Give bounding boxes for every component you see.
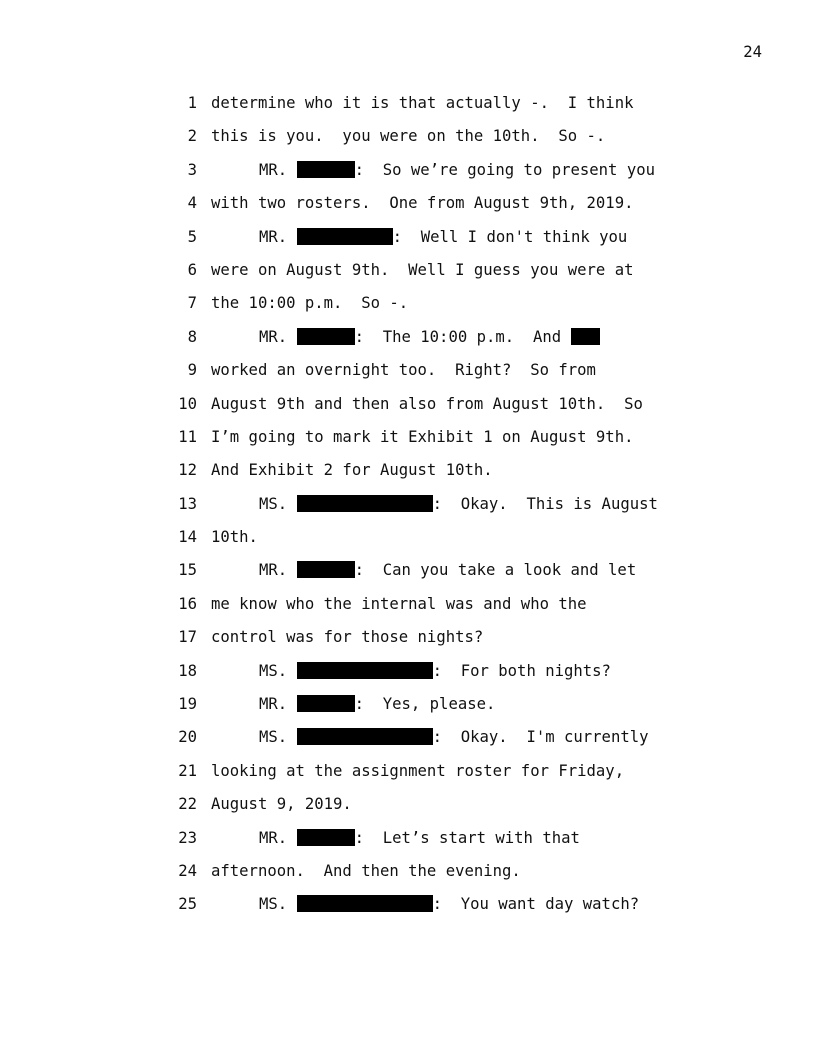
line-number: 24 (178, 861, 197, 880)
redaction-box (297, 561, 355, 578)
transcript-line (0, 358, 816, 391)
line-text: August 9, 2019. (211, 795, 352, 814)
transcript-line (0, 191, 816, 224)
line-number: 9 (187, 361, 197, 380)
speech-text: : Okay. This is August (432, 494, 658, 513)
line-number: 7 (187, 294, 197, 313)
line-text: afternoon. And then the evening. (211, 861, 521, 880)
transcript-line (0, 492, 816, 525)
transcript-line (0, 91, 816, 124)
line-text: looking at the assignment roster for Friday, (211, 761, 625, 780)
line-number: 23 (178, 828, 197, 847)
line-number: 8 (187, 327, 197, 346)
line-number: 20 (178, 728, 197, 747)
line-number: 11 (178, 427, 197, 446)
line-number: 17 (178, 628, 197, 647)
line-text: with two rosters. One from August 9th, 2019. (211, 194, 634, 213)
transcript-line (0, 892, 816, 925)
transcript-line (0, 592, 816, 625)
transcript-line (0, 859, 816, 892)
speaker-title: MR. (259, 561, 288, 580)
line-number: 13 (178, 494, 197, 513)
line-number: 25 (178, 895, 197, 914)
line-text: August 9th and then also from August 10th. So (211, 394, 643, 413)
line-number: 4 (187, 194, 197, 213)
speech-text: : So we’re going to present you (354, 160, 655, 179)
line-number: 19 (178, 695, 197, 714)
speaker-title: MS. (259, 661, 288, 680)
transcript-line (0, 158, 816, 191)
line-text: I’m going to mark it Exhibit 1 on August 9th. (211, 427, 634, 446)
line-text: worked an overnight too. Right? So from (211, 361, 596, 380)
transcript-line (0, 124, 816, 157)
transcript-line (0, 725, 816, 758)
line-number: 21 (178, 761, 197, 780)
transcript-line (0, 425, 816, 458)
speech-text: : Can you take a look and let (354, 561, 637, 580)
redaction-box (297, 728, 433, 745)
speaker-title: MR. (259, 695, 288, 714)
redaction-box (297, 895, 433, 912)
line-text: were on August 9th. Well I guess you were at (211, 260, 634, 279)
line-text: this is you. you were on the 10th. So -. (211, 127, 606, 146)
line-number: 1 (187, 94, 197, 112)
transcript-line (0, 392, 816, 425)
redaction-box (297, 328, 355, 345)
speech-text: : Well I don't think you (392, 227, 628, 246)
speaker-line (259, 692, 495, 717)
line-text: the 10:00 p.m. So -. (211, 294, 409, 313)
line-number: 16 (178, 594, 197, 613)
speaker-line (259, 225, 627, 250)
speaker-line (259, 325, 600, 350)
speech-text: : Yes, please. (354, 695, 496, 714)
line-number: 14 (178, 528, 197, 547)
redaction-box (297, 161, 355, 178)
line-text: determine who it is that actually -. I think (211, 94, 634, 112)
redaction-box (297, 495, 433, 512)
speaker-line (259, 892, 639, 917)
speaker-line (259, 826, 580, 851)
line-number: 12 (178, 461, 197, 480)
speech-text: : Okay. I'm currently (432, 728, 649, 747)
line-text: control was for those nights? (211, 628, 484, 647)
redaction-box (571, 328, 600, 345)
page-number: 24 (743, 43, 762, 61)
redaction-box (297, 662, 433, 679)
speaker-line (259, 725, 649, 750)
redaction-box (297, 829, 355, 846)
transcript-line (0, 826, 816, 859)
transcript-line (0, 558, 816, 591)
transcript-line (0, 325, 816, 358)
line-number: 15 (178, 561, 197, 580)
transcript-line (0, 525, 816, 558)
speaker-line (259, 158, 655, 183)
transcript-line (0, 759, 816, 792)
speaker-title: MR. (259, 327, 288, 346)
speaker-title: MR. (259, 160, 288, 179)
speaker-line (259, 659, 611, 684)
transcript-line (0, 692, 816, 725)
transcript-line (0, 792, 816, 825)
speech-text: : The 10:00 p.m. And (354, 327, 562, 346)
transcript-line (0, 625, 816, 658)
speaker-title: MS. (259, 895, 288, 914)
speaker-title: MR. (259, 828, 288, 847)
transcript-line (0, 225, 816, 258)
speaker-line (259, 492, 658, 517)
speech-text: : You want day watch? (432, 895, 640, 914)
line-number: 22 (178, 795, 197, 814)
speaker-title: MR. (259, 227, 288, 246)
transcript-line (0, 659, 816, 692)
line-text: me know who the internal was and who the (211, 594, 587, 613)
redaction-box (297, 695, 355, 712)
redaction-box (297, 228, 393, 245)
transcript-body (0, 91, 816, 926)
speaker-title: MS. (259, 728, 288, 747)
transcript-line (0, 291, 816, 324)
line-number: 5 (187, 227, 197, 246)
line-number: 6 (187, 260, 197, 279)
line-number: 18 (178, 661, 197, 680)
speaker-line (259, 558, 636, 583)
line-number: 2 (187, 127, 197, 146)
transcript-line (0, 258, 816, 291)
speech-text: : Let’s start with that (354, 828, 580, 847)
line-text: 10th. (211, 528, 258, 547)
speech-text: : For both nights? (432, 661, 611, 680)
transcript-line (0, 458, 816, 491)
speaker-title: MS. (259, 494, 288, 513)
line-number: 10 (178, 394, 197, 413)
line-number: 3 (187, 160, 197, 179)
line-text: And Exhibit 2 for August 10th. (211, 461, 493, 480)
